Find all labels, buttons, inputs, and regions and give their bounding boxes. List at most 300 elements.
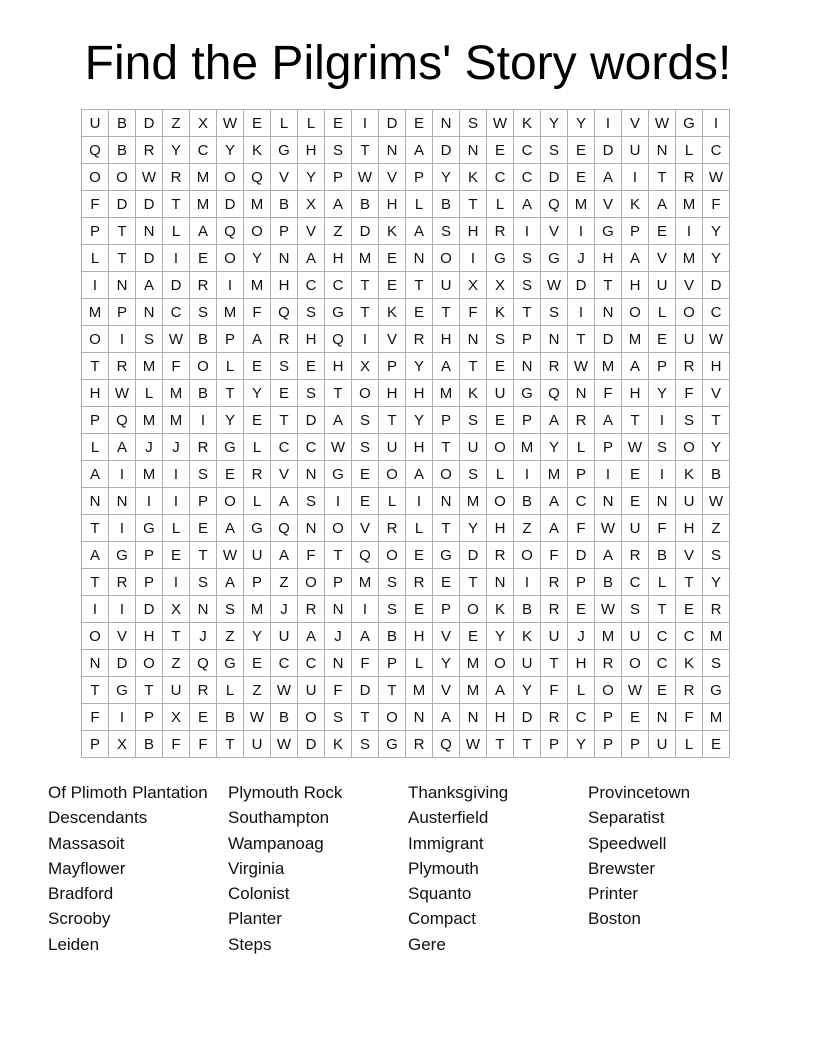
word-list-item: Colonist — [228, 884, 290, 904]
grid-cell: W — [163, 326, 190, 353]
grid-cell: K — [460, 380, 487, 407]
grid-cell: N — [433, 110, 460, 137]
grid-cell: N — [325, 596, 352, 623]
grid-cell: H — [568, 650, 595, 677]
grid-cell: E — [487, 407, 514, 434]
grid-cell: H — [676, 515, 703, 542]
grid-cell: B — [190, 380, 217, 407]
word-list-item: Squanto — [408, 884, 472, 904]
grid-cell: T — [352, 299, 379, 326]
word-list-column — [408, 780, 588, 957]
grid-cell: I — [109, 596, 136, 623]
grid-cell: I — [82, 272, 109, 299]
word-list-item: Of Plimoth Plantation — [48, 783, 208, 802]
grid-cell: T — [433, 299, 460, 326]
grid-cell: Y — [649, 380, 676, 407]
word-list-item: Immigrant — [408, 833, 484, 853]
grid-cell: V — [649, 245, 676, 272]
grid-cell: A — [622, 353, 649, 380]
grid-cell: I — [136, 488, 163, 515]
grid-cell: E — [649, 326, 676, 353]
grid-cell: P — [568, 461, 595, 488]
grid-cell: X — [163, 704, 190, 731]
grid-cell: X — [109, 731, 136, 758]
grid-cell: L — [379, 488, 406, 515]
grid-cell: S — [352, 434, 379, 461]
grid-cell: N — [109, 488, 136, 515]
grid-cell: R — [541, 353, 568, 380]
grid-cell: K — [244, 137, 271, 164]
grid-cell: B — [136, 731, 163, 758]
grid-cell: V — [676, 272, 703, 299]
grid-cell: T — [541, 650, 568, 677]
grid-cell: T — [649, 164, 676, 191]
grid-cell: P — [82, 407, 109, 434]
grid-cell: E — [487, 137, 514, 164]
grid-cell: N — [649, 704, 676, 731]
word-list-item: Plymouth Rock — [228, 783, 343, 802]
grid-cell: U — [460, 434, 487, 461]
grid-cell: O — [136, 650, 163, 677]
grid-cell: P — [514, 407, 541, 434]
grid-cell: M — [622, 326, 649, 353]
grid-cell: E — [460, 623, 487, 650]
grid-cell: X — [352, 353, 379, 380]
grid-cell: C — [622, 569, 649, 596]
grid-cell: O — [379, 542, 406, 569]
grid-row — [82, 542, 730, 569]
grid-cell: E — [190, 515, 217, 542]
grid-cell: C — [271, 650, 298, 677]
grid-cell: P — [595, 731, 622, 758]
grid-cell: Q — [271, 515, 298, 542]
grid-cell: P — [514, 326, 541, 353]
grid-cell: E — [487, 353, 514, 380]
grid-cell: Q — [433, 731, 460, 758]
grid-cell: T — [676, 569, 703, 596]
grid-cell: N — [82, 650, 109, 677]
word-list-item: Steps — [228, 934, 272, 954]
grid-cell: T — [514, 731, 541, 758]
grid-cell: B — [379, 623, 406, 650]
grid-row — [82, 623, 730, 650]
grid-cell: X — [487, 272, 514, 299]
grid-cell: I — [568, 218, 595, 245]
grid-cell: E — [352, 461, 379, 488]
grid-cell: L — [649, 299, 676, 326]
grid-cell: E — [676, 596, 703, 623]
word-list-item: Boston — [588, 909, 641, 929]
grid-cell: R — [541, 569, 568, 596]
grid-cell: F — [676, 704, 703, 731]
grid-cell: N — [406, 245, 433, 272]
grid-cell: V — [622, 110, 649, 137]
grid-cell: A — [190, 218, 217, 245]
grid-cell: W — [568, 353, 595, 380]
grid-cell: P — [433, 407, 460, 434]
grid-cell: F — [244, 299, 271, 326]
grid-cell: C — [487, 164, 514, 191]
grid-cell: M — [541, 461, 568, 488]
grid-cell: F — [325, 677, 352, 704]
grid-cell: Z — [271, 569, 298, 596]
grid-cell: D — [460, 542, 487, 569]
grid-cell: H — [406, 623, 433, 650]
grid-cell: E — [190, 704, 217, 731]
grid-cell: E — [568, 596, 595, 623]
grid-row — [82, 569, 730, 596]
grid-cell: H — [460, 218, 487, 245]
grid-cell: E — [433, 569, 460, 596]
grid-cell: B — [595, 569, 622, 596]
grid-cell: A — [433, 704, 460, 731]
grid-cell: T — [352, 272, 379, 299]
grid-cell: Q — [217, 218, 244, 245]
grid-cell: N — [379, 137, 406, 164]
grid-cell: H — [487, 704, 514, 731]
grid-cell: C — [649, 623, 676, 650]
grid-cell: F — [298, 542, 325, 569]
grid-cell: S — [325, 704, 352, 731]
grid-cell: P — [136, 542, 163, 569]
grid-cell: O — [514, 542, 541, 569]
grid-cell: J — [136, 434, 163, 461]
grid-cell: X — [298, 191, 325, 218]
word-list-item: Brewster — [588, 858, 656, 878]
grid-cell: E — [568, 164, 595, 191]
grid-cell: R — [568, 407, 595, 434]
grid-cell: Z — [325, 218, 352, 245]
grid-cell: B — [271, 704, 298, 731]
grid-row — [82, 434, 730, 461]
grid-cell: H — [325, 353, 352, 380]
grid-cell: Y — [433, 164, 460, 191]
grid-cell: T — [379, 407, 406, 434]
grid-cell: D — [568, 272, 595, 299]
grid-cell: G — [676, 110, 703, 137]
grid-cell: A — [325, 191, 352, 218]
grid-cell: P — [217, 326, 244, 353]
grid-cell: U — [622, 515, 649, 542]
grid-cell: X — [190, 110, 217, 137]
grid-row — [82, 596, 730, 623]
grid-cell: P — [325, 569, 352, 596]
grid-cell: B — [433, 191, 460, 218]
grid-cell: I — [352, 326, 379, 353]
grid-cell: E — [622, 461, 649, 488]
grid-cell: S — [136, 326, 163, 353]
grid-cell: W — [622, 434, 649, 461]
grid-cell: R — [271, 326, 298, 353]
grid-cell: L — [163, 515, 190, 542]
grid-cell: N — [82, 488, 109, 515]
grid-cell: B — [190, 326, 217, 353]
grid-cell: F — [703, 191, 730, 218]
grid-cell: A — [514, 191, 541, 218]
grid-cell: Y — [217, 137, 244, 164]
word-list-item: Austerfield — [408, 808, 489, 828]
grid-cell: T — [703, 407, 730, 434]
grid-cell: M — [514, 434, 541, 461]
grid-cell: A — [217, 515, 244, 542]
grid-cell: F — [352, 650, 379, 677]
word-list-item: Descendants — [48, 808, 148, 828]
grid-cell: S — [325, 137, 352, 164]
grid-cell: I — [649, 461, 676, 488]
grid-cell: N — [298, 461, 325, 488]
grid-cell: P — [136, 704, 163, 731]
grid-cell: T — [271, 407, 298, 434]
grid-cell: I — [514, 461, 541, 488]
grid-cell: U — [433, 272, 460, 299]
grid-cell: D — [298, 407, 325, 434]
grid-cell: A — [352, 623, 379, 650]
grid-cell: Y — [541, 434, 568, 461]
grid-cell: O — [595, 677, 622, 704]
grid-cell: Q — [244, 164, 271, 191]
grid-cell: Y — [568, 731, 595, 758]
grid-cell: D — [379, 110, 406, 137]
grid-cell: M — [703, 704, 730, 731]
grid-cell: I — [676, 218, 703, 245]
grid-cell: B — [109, 110, 136, 137]
grid-cell: K — [487, 299, 514, 326]
grid-cell: P — [82, 218, 109, 245]
grid-cell: M — [82, 299, 109, 326]
grid-cell: M — [244, 191, 271, 218]
grid-cell: M — [433, 380, 460, 407]
grid-cell: E — [163, 542, 190, 569]
grid-cell: D — [136, 191, 163, 218]
grid-cell: U — [676, 488, 703, 515]
grid-cell: U — [541, 623, 568, 650]
grid-cell: R — [406, 569, 433, 596]
grid-cell: B — [217, 704, 244, 731]
grid-cell: O — [298, 704, 325, 731]
grid-cell: M — [568, 191, 595, 218]
grid-cell: W — [460, 731, 487, 758]
grid-cell: R — [190, 272, 217, 299]
grid-cell: P — [622, 731, 649, 758]
word-list-column — [588, 780, 768, 932]
word-list-column — [48, 780, 228, 957]
grid-cell: D — [514, 704, 541, 731]
grid-cell: O — [217, 245, 244, 272]
grid-cell: C — [703, 137, 730, 164]
grid-cell: L — [649, 569, 676, 596]
grid-row — [82, 326, 730, 353]
grid-cell: I — [460, 245, 487, 272]
grid-cell: L — [406, 650, 433, 677]
grid-cell: C — [298, 650, 325, 677]
grid-cell: C — [163, 299, 190, 326]
grid-cell: U — [244, 542, 271, 569]
grid-cell: W — [649, 110, 676, 137]
grid-cell: H — [271, 272, 298, 299]
grid-cell: A — [622, 245, 649, 272]
grid-cell: T — [406, 272, 433, 299]
grid-cell: Z — [217, 623, 244, 650]
grid-cell: O — [433, 461, 460, 488]
grid-cell: H — [298, 326, 325, 353]
grid-cell: M — [190, 164, 217, 191]
grid-row — [82, 245, 730, 272]
grid-cell: Y — [514, 677, 541, 704]
word-list-item: Separatist — [588, 808, 665, 828]
grid-cell: A — [298, 623, 325, 650]
grid-cell: W — [325, 434, 352, 461]
grid-cell: O — [676, 299, 703, 326]
grid-cell: S — [460, 110, 487, 137]
grid-cell: S — [649, 434, 676, 461]
grid-cell: U — [676, 326, 703, 353]
grid-cell: E — [406, 299, 433, 326]
grid-cell: L — [217, 353, 244, 380]
grid-cell: H — [406, 434, 433, 461]
grid-cell: I — [514, 569, 541, 596]
grid-cell: S — [217, 596, 244, 623]
grid-cell: Y — [541, 110, 568, 137]
grid-cell: F — [163, 731, 190, 758]
grid-cell: L — [244, 488, 271, 515]
grid-cell: P — [595, 704, 622, 731]
grid-cell: S — [487, 326, 514, 353]
grid-cell: C — [190, 137, 217, 164]
grid-cell: E — [244, 650, 271, 677]
grid-cell: P — [649, 353, 676, 380]
word-list-item: Wampanoag — [228, 833, 324, 853]
word-list — [48, 780, 788, 960]
grid-cell: Y — [568, 110, 595, 137]
grid-cell: L — [82, 245, 109, 272]
grid-cell: G — [487, 245, 514, 272]
grid-cell: T — [82, 353, 109, 380]
grid-cell: G — [595, 218, 622, 245]
grid-cell: W — [595, 515, 622, 542]
grid-row — [82, 488, 730, 515]
grid-cell: C — [676, 623, 703, 650]
grid-cell: S — [190, 299, 217, 326]
grid-cell: Z — [514, 515, 541, 542]
grid-cell: U — [514, 650, 541, 677]
grid-cell: M — [190, 191, 217, 218]
grid-cell: Z — [163, 650, 190, 677]
grid-cell: O — [487, 434, 514, 461]
grid-cell: P — [541, 731, 568, 758]
grid-cell: T — [217, 380, 244, 407]
grid-row — [82, 218, 730, 245]
grid-cell: N — [136, 299, 163, 326]
grid-cell: W — [217, 542, 244, 569]
grid-cell: I — [109, 515, 136, 542]
grid-cell: N — [649, 488, 676, 515]
grid-cell: I — [82, 596, 109, 623]
word-list-item: Scrooby — [48, 909, 111, 929]
grid-cell: Q — [190, 650, 217, 677]
grid-cell: B — [109, 137, 136, 164]
grid-cell: T — [568, 326, 595, 353]
grid-cell: E — [271, 380, 298, 407]
grid-cell: R — [379, 515, 406, 542]
grid-cell: Q — [325, 326, 352, 353]
grid-cell: T — [595, 272, 622, 299]
grid-cell: A — [541, 515, 568, 542]
grid-cell: V — [379, 164, 406, 191]
grid-cell: S — [379, 569, 406, 596]
grid-cell: E — [406, 542, 433, 569]
grid-cell: W — [217, 110, 244, 137]
grid-cell: D — [595, 326, 622, 353]
grid-cell: E — [244, 353, 271, 380]
grid-cell: E — [325, 110, 352, 137]
grid-cell: R — [109, 353, 136, 380]
grid-cell: N — [514, 353, 541, 380]
grid-cell: D — [217, 191, 244, 218]
grid-cell: Y — [298, 164, 325, 191]
grid-cell: Z — [244, 677, 271, 704]
grid-cell: V — [703, 380, 730, 407]
grid-cell: L — [82, 434, 109, 461]
grid-cell: S — [379, 596, 406, 623]
grid-cell: E — [190, 245, 217, 272]
grid-cell: H — [379, 191, 406, 218]
grid-cell: B — [352, 191, 379, 218]
grid-cell: M — [676, 245, 703, 272]
grid-cell: D — [541, 164, 568, 191]
grid-cell: Q — [541, 191, 568, 218]
grid-cell: B — [271, 191, 298, 218]
grid-cell: D — [703, 272, 730, 299]
grid-cell: E — [703, 731, 730, 758]
grid-cell: R — [676, 677, 703, 704]
grid-cell: O — [298, 569, 325, 596]
grid-cell: B — [649, 542, 676, 569]
grid-cell: F — [541, 677, 568, 704]
grid-cell: F — [541, 542, 568, 569]
grid-cell: C — [703, 299, 730, 326]
grid-cell: L — [298, 110, 325, 137]
grid-cell: M — [352, 245, 379, 272]
grid-cell: V — [595, 191, 622, 218]
grid-cell: P — [325, 164, 352, 191]
grid-cell: S — [460, 461, 487, 488]
grid-cell: G — [703, 677, 730, 704]
grid-cell: O — [325, 515, 352, 542]
grid-cell: U — [271, 623, 298, 650]
grid-cell: M — [163, 407, 190, 434]
grid-cell: A — [541, 407, 568, 434]
grid-cell: S — [190, 569, 217, 596]
grid-cell: V — [676, 542, 703, 569]
grid-cell: W — [541, 272, 568, 299]
grid-cell: E — [406, 596, 433, 623]
grid-cell: P — [271, 218, 298, 245]
grid-cell: Y — [487, 623, 514, 650]
grid-cell: H — [136, 623, 163, 650]
grid-cell: T — [109, 218, 136, 245]
grid-cell: Q — [82, 137, 109, 164]
grid-cell: I — [325, 488, 352, 515]
grid-cell: G — [217, 434, 244, 461]
word-list-item: Bradford — [48, 884, 114, 904]
grid-cell: P — [406, 164, 433, 191]
word-list-item: Plymouth — [408, 858, 479, 878]
grid-cell: R — [595, 650, 622, 677]
grid-cell: U — [379, 434, 406, 461]
grid-cell: K — [325, 731, 352, 758]
grid-cell: H — [622, 272, 649, 299]
grid-cell: M — [217, 299, 244, 326]
